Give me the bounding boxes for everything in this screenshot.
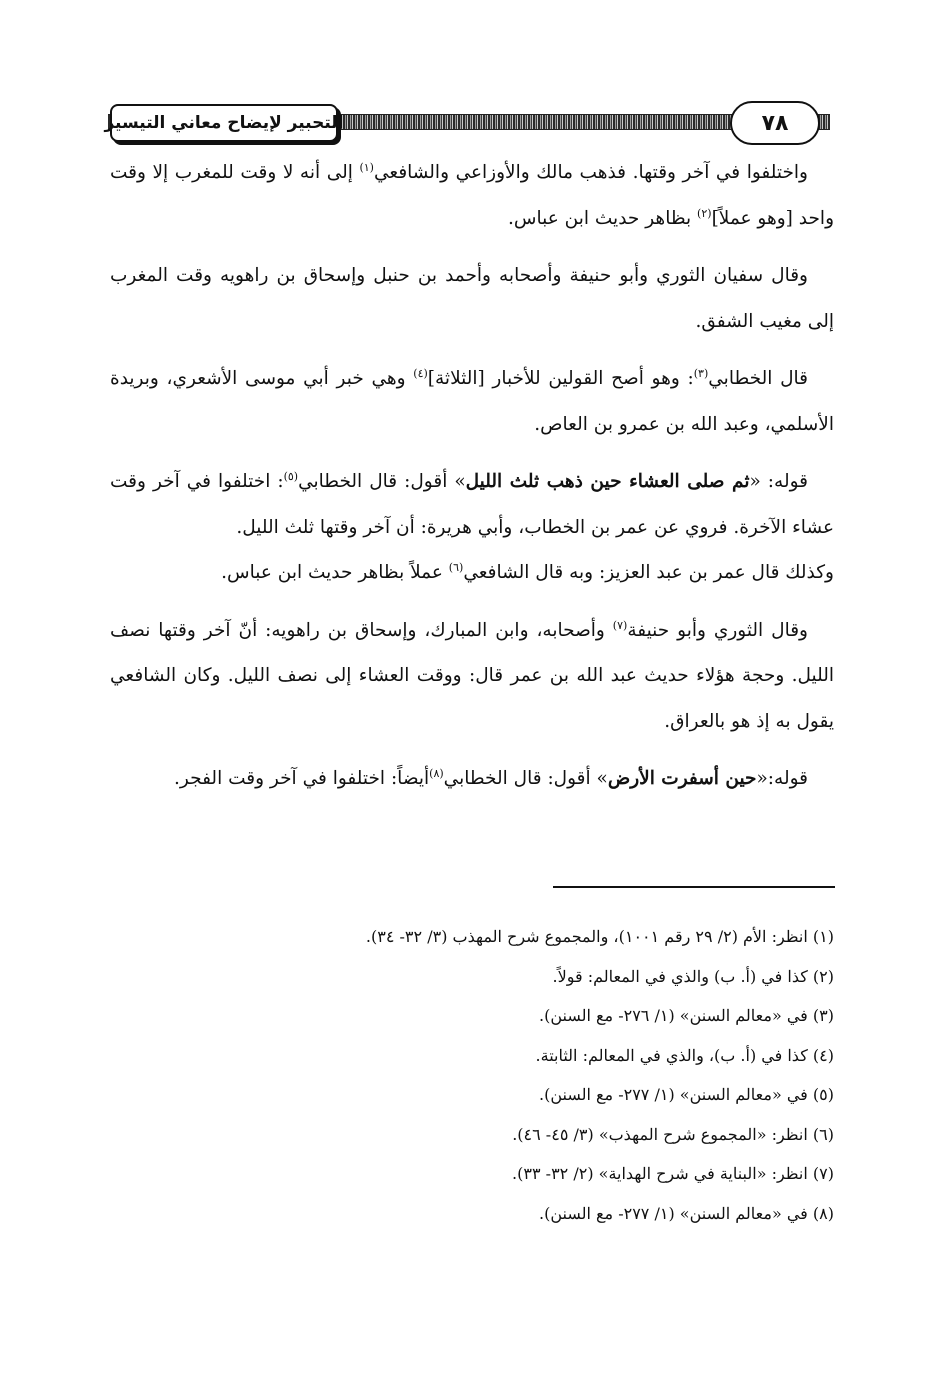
page-number: ٧٨ — [730, 101, 820, 145]
footnotes — [250, 917, 834, 1233]
text-run: قال الخطابي — [708, 368, 808, 389]
text-run: وقال الثوري وأبو حنيفة — [627, 619, 808, 641]
paragraph-5 — [110, 550, 834, 596]
footnote-ref-7: (٧) — [612, 618, 628, 632]
footnote-3: (٣) في «معالم السنن» (١/ ٢٧٦- مع السنن). — [539, 1006, 834, 1025]
main-text — [110, 150, 834, 802]
paragraph-6 — [110, 608, 834, 745]
text-run: وأصحابه، وابن المبارك، وإسحاق بن راهويه: أنّ آخر وقتها نصف الليل. وحجة هؤلاء حديث عبد الله بن عمر قال: ووقت العشاء إلى نصف الليل. وكان الشافعي يقول به إذ هو بالعراق. — [110, 619, 834, 732]
text-run: : اختلفوا في آخر وقت عشاء الآخرة. فروي عن عمر بن الخطاب، وأبي هريرة: أن آخر وقتها ثلث الليل. — [110, 471, 834, 538]
footnote-ref-1: (١) — [359, 160, 374, 174]
footnote-separator — [553, 886, 835, 888]
text-run: : وهو أصح القولين للأخبار [الثلاثة] — [427, 368, 694, 389]
paragraph-1 — [110, 150, 834, 241]
paragraph-3 — [110, 356, 834, 447]
paragraph-2: وقال سفيان الثوري وأبو حنيفة وأصحابه وأحمد بن حنبل وإسحاق بن راهويه وقت المغرب إلى مغيب الشفق. — [110, 265, 834, 332]
footnote-4: (٤) كذا في (أ. ب)، والذي في المعالم: الثابتة. — [535, 1045, 834, 1065]
footnote-5: (٥) في «معالم السنن» (١/ ٢٧٧- مع السنن). — [539, 1085, 834, 1104]
text-run: إلى أنه لا وقت للمغرب إلا وقت واحد [وهو عملاً] — [110, 162, 834, 229]
footnote-ref-6: (٦) — [448, 560, 464, 574]
hadith-quote: حين أسفرت الأرض — [607, 768, 757, 789]
footnote-ref-2: (٢) — [697, 206, 712, 220]
text-run: قوله:« — [756, 768, 808, 789]
book-title: التحبير لإيضاح معاني التيسير — [110, 104, 338, 142]
footnote-ref-5: (٥) — [283, 469, 299, 483]
footnote-6: (٦) انظر: «المجموع شرح المهذب» (٣/ ٤٥- ٤٦). — [512, 1124, 834, 1144]
text-run: » أقول: قال الخطابي — [443, 768, 608, 789]
text-run: وكذلك قال عمر بن عبد العزيز: وبه قال الشافعي — [463, 562, 834, 583]
footnote-7: (٧) انظر: «البناية في شرح الهداية» (٢/ ٣٢- ٣٣). — [512, 1164, 834, 1183]
footnote-ref-4: (٤) — [413, 366, 428, 380]
paragraph-7 — [110, 756, 834, 802]
text-run: أيضاً: اختلفوا في آخر وقت الفجر. — [174, 768, 430, 789]
text-run: وهي خبر أبي موسى الأشعري، وبريدة الأسلمي، وعبد الله بن عمرو بن العاص. — [110, 368, 834, 435]
text-run: بظاهر حديث ابن عباس. — [508, 207, 698, 229]
text-run: واختلفوا في آخر وقتها. فذهب مالك والأوزاعي والشافعي — [373, 162, 808, 183]
footnote-ref-3: (٣) — [693, 366, 709, 380]
text-run: » أقول: قال الخطابي — [298, 471, 466, 492]
running-header — [104, 96, 830, 152]
text-run: عملاً بظاهر حديث ابن عباس. — [221, 562, 449, 583]
footnote-2: (٢) كذا في (أ. ب) والذي في المعالم: قولاً. — [552, 966, 834, 986]
paragraph-4 — [110, 459, 834, 550]
footnote-ref-8: (٨) — [429, 766, 444, 780]
footnote-8: (٨) في «معالم السنن» (١/ ٢٧٧- مع السنن). — [539, 1203, 834, 1223]
footnote-1: (١) انظر: الأم (٢/ ٢٩ رقم ١٠٠١)، والمجموع شرح المهذب (٣/ ٣٢- ٣٤). — [365, 927, 834, 946]
hadith-quote: ثم صلى العشاء حين ذهب ثلث الليل — [465, 471, 750, 492]
text-run: قوله: « — [749, 471, 808, 492]
